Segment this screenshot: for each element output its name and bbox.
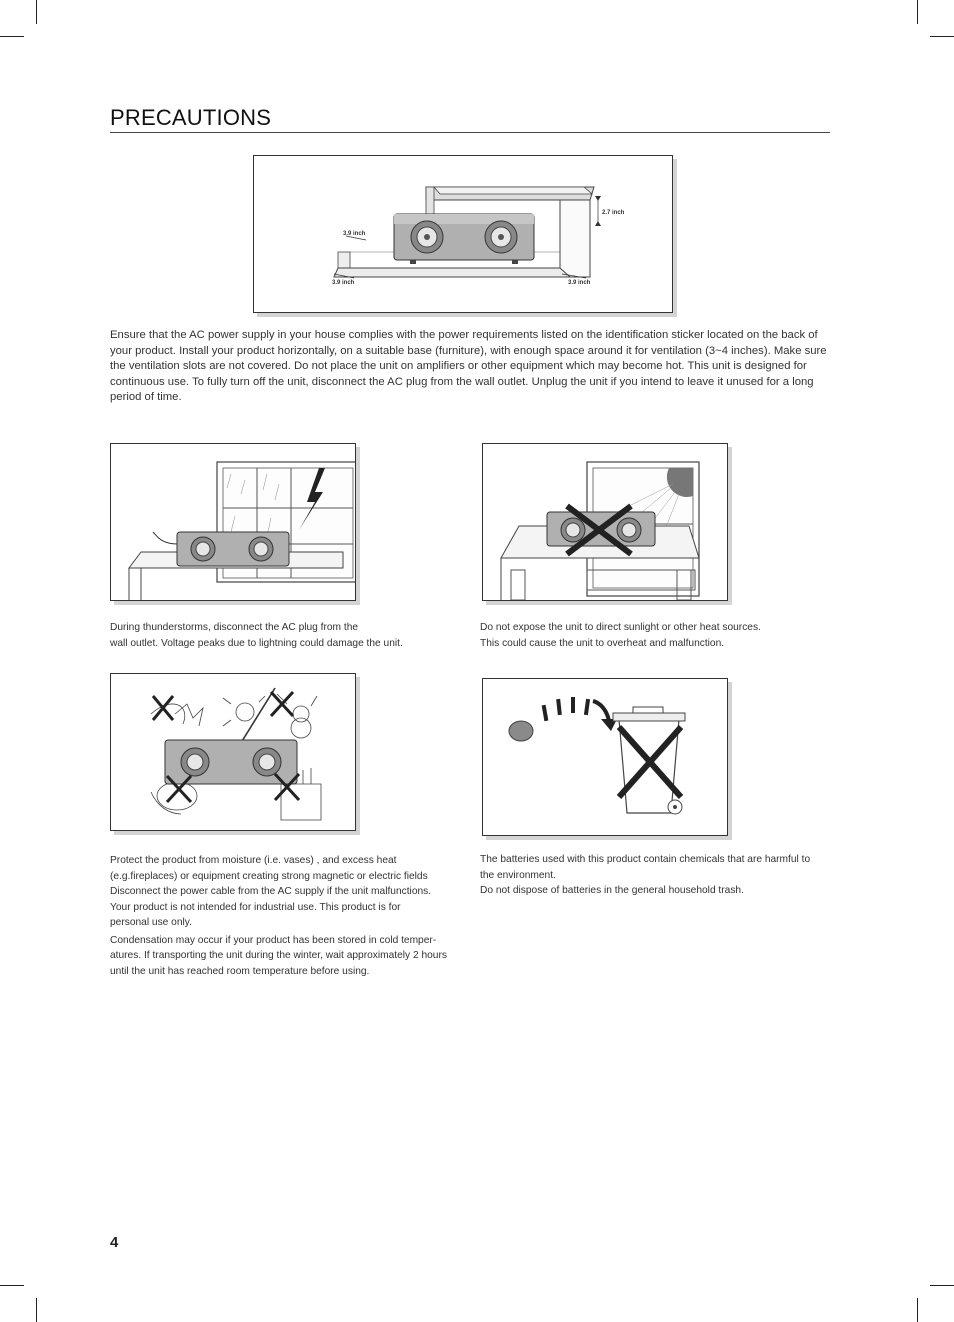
dim-label-bottom-left: 3.9 inch [332, 280, 355, 286]
caption-line: atures. If transporting the unit during the winter, wait approximately 2 hours [110, 950, 447, 961]
dim-label-top-left: 3.9 inch [343, 231, 366, 237]
sunlight-caption [480, 620, 830, 651]
dim-label-bottom-right: 3.9 inch [568, 280, 591, 286]
crop-mark [930, 1285, 954, 1286]
caption-line: Condensation may occur if your product has been stored in cold temper- [110, 934, 437, 946]
crop-mark [0, 1285, 24, 1286]
caption-line: The batteries used with this product contain chemicals that are harmful to [480, 854, 811, 865]
ventilation-illustration [254, 156, 672, 312]
sunlight-illustration [482, 443, 728, 601]
crop-mark [0, 36, 24, 37]
sunlight-window-drawing [483, 444, 727, 600]
moisture-caption [110, 853, 470, 979]
crop-mark [930, 36, 954, 37]
caption-line: Do not expose the unit to direct sunlight or other heat sources. [480, 622, 761, 633]
caption-line: During thunderstorms, disconnect the AC plug from the [110, 622, 359, 633]
caption-line: Disconnect the power cable from the AC supply if the unit malfunctions. [110, 886, 432, 897]
caption-line: personal use only. [110, 917, 192, 928]
hazards-drawing [111, 674, 355, 830]
thunderstorm-caption [110, 620, 450, 651]
batteries-caption [480, 852, 840, 899]
thunderstorm-illustration [110, 443, 356, 601]
crop-mark [36, 0, 37, 24]
caption-line: (e.g.fireplaces) or equipment creating strong magnetic or electric fields [110, 870, 428, 882]
crop-mark [917, 0, 918, 24]
caption-line: This could cause the unit to overheat and malfunction. [480, 637, 725, 649]
caption-line: the environment. [480, 869, 556, 881]
ventilation-diagram [253, 155, 673, 313]
dim-label-right-height: 2.7 inch [602, 210, 625, 216]
caption-line: until the unit has reached room temperature before using. [110, 965, 370, 977]
crop-mark [917, 1298, 918, 1322]
caption-line: wall outlet. Voltage peaks due to lightning could damage the unit. [110, 637, 403, 649]
caption-line: Do not dispose of batteries in the general household trash. [480, 885, 744, 896]
caption-line: Your product is not intended for industrial use. This product is for [110, 901, 401, 913]
battery-bin-drawing [483, 679, 727, 835]
page-number: 4 [110, 1234, 119, 1251]
caption-line: Protect the product from moisture (i.e. vases) , and excess heat [110, 855, 397, 866]
lightning-window-drawing [111, 444, 355, 600]
title-rule [110, 132, 830, 133]
moisture-illustration [110, 673, 356, 831]
crop-mark [36, 1298, 37, 1322]
battery-disposal-illustration [482, 678, 728, 836]
page-title: PRECAUTIONS [110, 105, 272, 130]
intro-paragraph: Ensure that the AC power supply in your house complies with the power requirements listed on the identification sticker located on the back of your product. Install your product horizontally, on a suitable base (furniture), with enough space around it for ventilation (3~4 inches). Make sure the ventilation slots are not covered. Do not place the unit on amplifiers or other equipment which may become hot. This unit is designed for continuous use. To fully turn off the unit, disconnect the AC plug from the wall outlet. Unplug the unit if you intend to leave it unused for a long period of time. [110, 329, 827, 403]
